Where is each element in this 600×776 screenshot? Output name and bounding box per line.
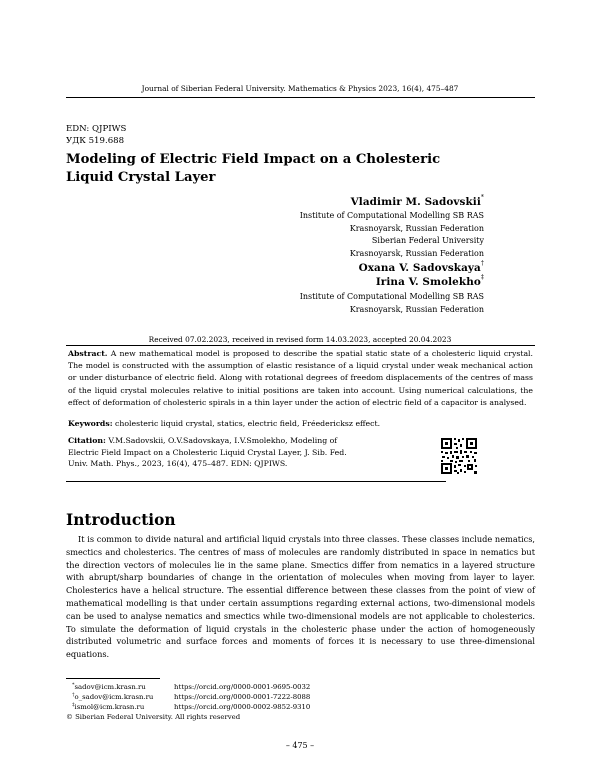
footnote-email[interactable]: o_sadov@icm.krasn.ru (74, 693, 154, 701)
keywords (68, 419, 533, 428)
footnote-row: *sadov@icm.krasn.ru https://orcid.org/0000-0001-9695-0032 (72, 682, 311, 691)
intro-paragraph: It is common to divide natural and artificial liquid crystals into three classes. These classes include nematics, smectics and cholesterics. The centres of mass of molecules are randomly distributed in space in nematics but the direction vectors of molecules lie in the same plane. Smectics differ from nematics in a layered structure with abrupt/sharp boundaries of change in the orientation of molecules when moving from layer to layer. Cholesterics have a helical structure. The essential difference between these classes from the point of view of mathematical modelling is that under certain assumptions regarding external actions, two-dimensional models can be used to analyse nematics and smectics while two-dimensional models are not applicable to cholesterics. To simulate the deformation of liquid crystals in the cholesteric phase under the action of homogeneously distributed volumetric and surface forces and moments of forces it is necessary to use three-dimensional equations. (66, 534, 535, 660)
author-name-2: Oxana V. Sadovskaya† (358, 260, 484, 274)
author-3-affiliation-line: Institute of Computational Modelling SB RAS (299, 292, 484, 301)
udk-label: УДК 519.688 (66, 136, 125, 146)
qr-code-icon (440, 437, 478, 475)
footnote-orcid[interactable]: https://orcid.org/0000-0002-9852-9310 (174, 703, 311, 711)
abstract-top-rule (66, 345, 535, 346)
footnote-row: ‡ismol@icm.krasn.ru https://orcid.org/0000-0002-9852-9310 (72, 702, 311, 711)
author-3-affiliation-line: Krasnoyarsk, Russian Federation (349, 305, 484, 314)
author-name-1: Vladimir M. Sadovskii* (350, 194, 484, 208)
edn-label: EDN: QJPIWS (66, 124, 127, 134)
citation-label: Citation: (68, 436, 106, 445)
page-number: – 475 – (285, 741, 315, 750)
copyright: © Siberian Federal University. All rights reserved (66, 713, 241, 721)
qr-code[interactable] (440, 437, 478, 475)
received-dates: Received 07.02.2023, received in revised form 14.03.2023, accepted 20.04.2023 (148, 335, 452, 344)
section-title: Introduction (66, 511, 176, 529)
author-1-affiliation-line: Siberian Federal University (371, 236, 484, 245)
footnote-orcid[interactable]: https://orcid.org/0000-0001-9695-0032 (174, 683, 311, 691)
footnote-orcid[interactable]: https://orcid.org/0000-0001-7222-8088 (174, 693, 311, 701)
footnote-email[interactable]: ismol@icm.krasn.ru (74, 703, 145, 711)
footnote-row: †o_sadov@icm.krasn.ru https://orcid.org/0000-0001-7222-8088 (72, 692, 311, 701)
footnote-rule (66, 678, 160, 679)
footnotes (66, 682, 310, 722)
header-rule (66, 97, 535, 98)
citation (68, 435, 368, 470)
author-1-affiliation-line: Krasnoyarsk, Russian Federation (349, 224, 484, 233)
citation-text: V.M.Sadovskii, O.V.Sadovskaya, I.V.Smolekho, Modeling of Electric Field Impact on a Cholesteric Liquid Crystal Layer, J. Sib. Fed. Univ. Math. Phys., 2023, 16(4), 475–487. EDN: QJPIWS. (68, 436, 347, 469)
abstract (68, 348, 533, 409)
author-name-3: Irina V. Smolekho‡ (375, 274, 484, 288)
footnote-email[interactable]: sadov@icm.krasn.ru (74, 683, 146, 691)
keywords-label: Keywords: (68, 419, 113, 428)
journal-header: Journal of Siberian Federal University. Mathematics & Physics 2023, 16(4), 475–487 (141, 84, 459, 93)
paper-title: Modeling of Electric Field Impact on a Cholesteric Liquid Crystal Layer (66, 152, 441, 185)
abstract-bottom-rule (66, 481, 446, 482)
abstract-text: A new mathematical model is proposed to describe the spatial static state of a cholesteric liquid crystal. The model is constructed with the assumption of elastic resistance of a liquid crystal under weak mechanical action or under disturbance of electric field. Along with rotational degrees of freedom displacements of the centres of mass of the liquid crystal molecules relative to initial positions are taken into account. Using numerical calculations, the effect of deformation of cholesteric spirals in a thin layer under the action of electric field of a capacitor is analysed. (68, 349, 534, 407)
intro-body (66, 533, 535, 661)
author-1-affiliation-line: Krasnoyarsk, Russian Federation (349, 249, 484, 258)
author-1-affiliation-line: Institute of Computational Modelling SB RAS (299, 211, 484, 220)
abstract-label: Abstract. (68, 349, 108, 358)
keywords-text: cholesteric liquid crystal, statics, electric field, Fréedericksz effect. (115, 419, 381, 428)
